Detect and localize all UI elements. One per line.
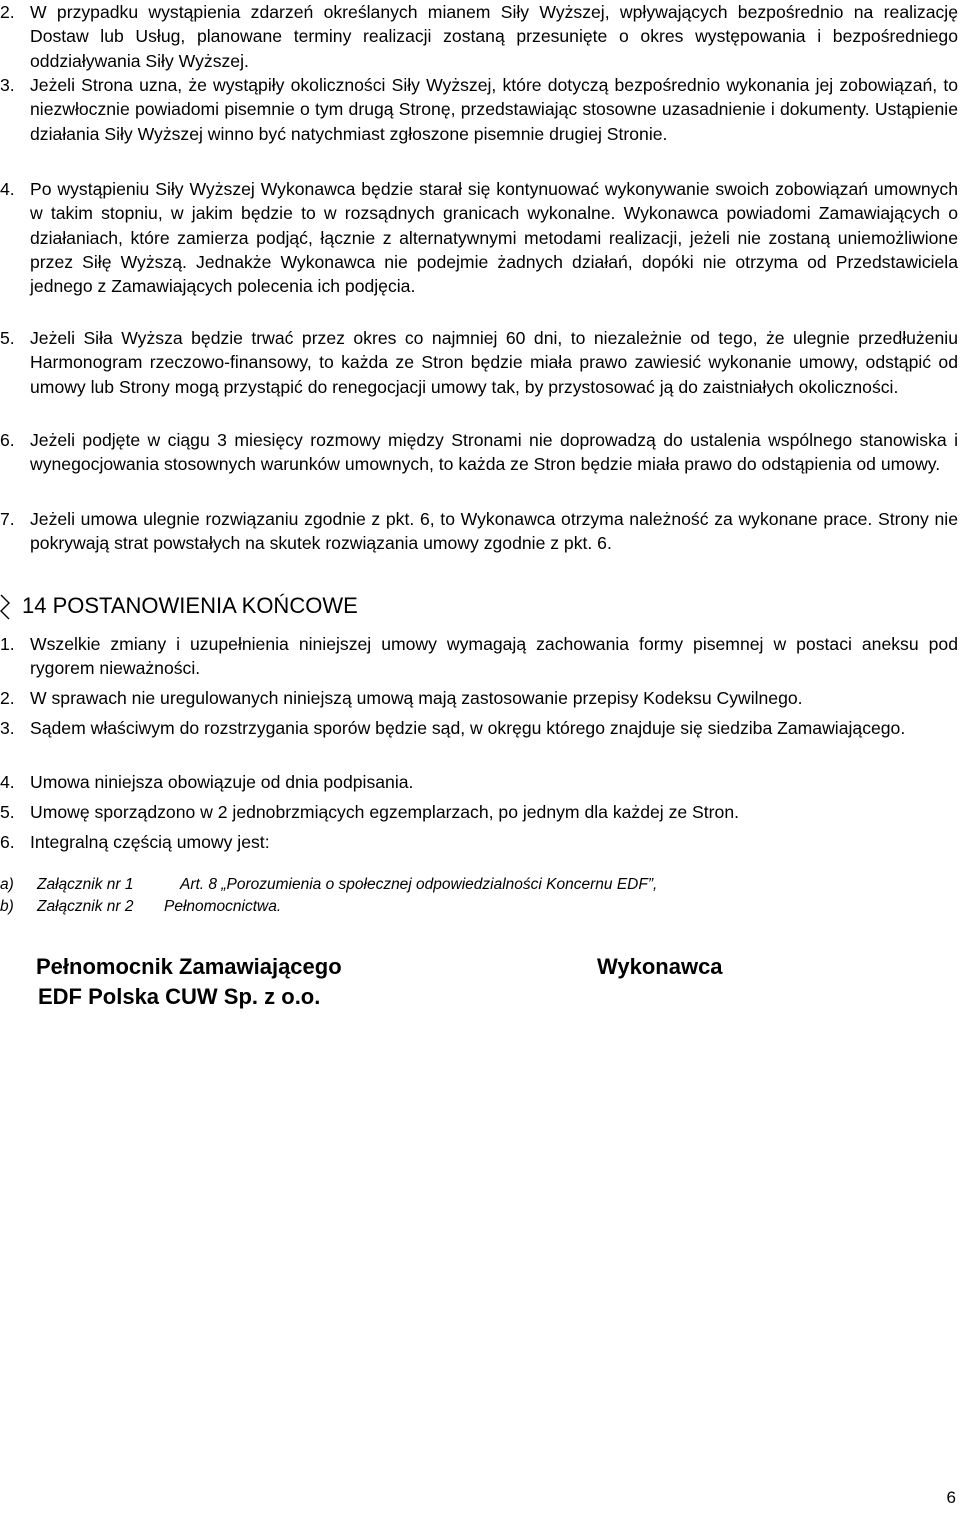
- clause-6: [0, 428, 958, 477]
- heading-bracket-icon: [0, 594, 10, 620]
- clause-text: Po wystąpieniu Siły Wyższej Wykonawca będzie starał się kontynuować wykonywanie swoich zobowiązań umownych w takim stopniu, w jakim będzie to w rozsądnych granicach wykonalne. Wykonawca powiadomi Zamawiających o działaniach, które zamierza podjąć, łącznie z alternatywnymi metodami realizacji, jeżeli nie zostaną uniemożliwione przez Siłę Wyższą. Jednakże Wykonawca nie podejmie żadnych działań, dopóki nie otrzyma od Przedstawiciela jednego z Zamawiających polecenia ich podjęcia.: [30, 179, 958, 297]
- provision-3: [0, 716, 958, 740]
- provision-6: [0, 830, 958, 854]
- annex-description: Pełnomocnictwa.: [164, 898, 282, 915]
- annex-name: Załącznik nr 2: [37, 898, 134, 915]
- signature-contractor: Wykonawca: [597, 954, 723, 979]
- signature-company: EDF Polska CUW Sp. z o.o.: [38, 984, 321, 1009]
- clause-number: 2.: [0, 2, 15, 22]
- provision-text: Umowę sporządzono w 2 jednobrzmiących egzemplarzach, po jednym dla każdej ze Stron.: [30, 802, 739, 822]
- provision-text: W sprawach nie uregulowanych niniejszą umową mają zastosowanie przepisy Kodeksu Cywilnego.: [30, 688, 803, 708]
- annex-letter: b): [0, 898, 14, 915]
- provision-2: [0, 686, 958, 710]
- annex-name: Załącznik nr 1: [37, 876, 134, 893]
- section-title: 14 POSTANOWIENIA KOŃCOWE: [22, 593, 358, 618]
- clause-number: 4.: [0, 179, 15, 199]
- clause-text: Jeżeli umowa ulegnie rozwiązaniu zgodnie z pkt. 6, to Wykonawca otrzyma należność za wykonane prace. Strony nie pokrywają strat powstałych na skutek rozwiązania umowy zgodnie z pkt. 6.: [30, 509, 958, 554]
- provision-text: Integralną częścią umowy jest:: [30, 832, 270, 852]
- provision-4: [0, 770, 958, 794]
- clause-3: [0, 73, 958, 146]
- provision-number: 2.: [0, 688, 15, 708]
- provision-text: Umowa niniejsza obowiązuje od dnia podpisania.: [30, 772, 414, 792]
- clause-4: [0, 177, 958, 298]
- section-heading: [0, 590, 700, 624]
- provision-number: 4.: [0, 772, 15, 792]
- provision-number: 3.: [0, 718, 15, 738]
- annex-letter: a): [0, 876, 14, 893]
- clause-number: 3.: [0, 75, 15, 95]
- clause-number: 7.: [0, 509, 15, 529]
- provision-text: Wszelkie zmiany i uzupełnienia niniejszej umowy wymagają zachowania formy pisemnej w postaci aneksu pod rygorem nieważności.: [30, 634, 958, 678]
- annex-description: Art. 8 „Porozumienia o społecznej odpowiedzialności Koncernu EDF”,: [180, 876, 658, 893]
- provision-number: 1.: [0, 634, 15, 654]
- signature-contracting-party: Pełnomocnik Zamawiającego: [36, 954, 342, 979]
- clause-text: Jeżeli podjęte w ciągu 3 miesięcy rozmowy między Stronami nie doprowadzą do ustalenia wspólnego stanowiska i wynegocjowania stosownych warunków umownych, to każda ze Stron będzie miała prawo do odstąpienia od umowy.: [30, 430, 958, 475]
- clause-number: 5.: [0, 328, 15, 348]
- provision-text: Sądem właściwym do rozstrzygania sporów będzie sąd, w okręgu którego znajduje się siedziba Zamawiającego.: [30, 718, 906, 738]
- provision-1: [0, 632, 958, 680]
- clause-2: [0, 0, 958, 73]
- provision-number: 5.: [0, 802, 15, 822]
- clause-5: [0, 326, 958, 399]
- clause-text: Jeżeli Strona uzna, że wystąpiły okoliczności Siły Wyższej, które dotyczą bezpośrednio wykonania jej zobowiązań, to niezwłocznie powiadomi pisemnie o tym drugą Stronę, przedstawiając stosowne uzasadnienie i dokumenty. Ustąpienie działania Siły Wyższej winno być natychmiast zgłoszone pisemnie drugiej Stronie.: [30, 75, 958, 144]
- provision-5: [0, 800, 958, 824]
- clause-text: Jeżeli Siła Wyższa będzie trwać przez okres co najmniej 60 dni, to niezależnie od tego, że ulegnie przedłużeniu Harmonogram rzeczowo-finansowy, to każda ze Stron będzie miała prawo zawiesić wykonanie umowy, odstąpić od umowy lub Strony mogą przystąpić do renegocjacji umowy tak, by przystosować ją do zaistniałych okoliczności.: [30, 328, 958, 397]
- page-number: 6: [946, 1488, 956, 1507]
- clause-number: 6.: [0, 430, 15, 450]
- clause-7: [0, 507, 958, 556]
- provision-number: 6.: [0, 832, 15, 852]
- clause-text: W przypadku wystąpienia zdarzeń określanych mianem Siły Wyższej, wpływających bezpośrednio na realizację Dostaw lub Usług, planowane terminy realizacji zostaną przesunięte o okres występowania i bezpośredniego oddziaływania Siły Wyższej.: [30, 2, 958, 71]
